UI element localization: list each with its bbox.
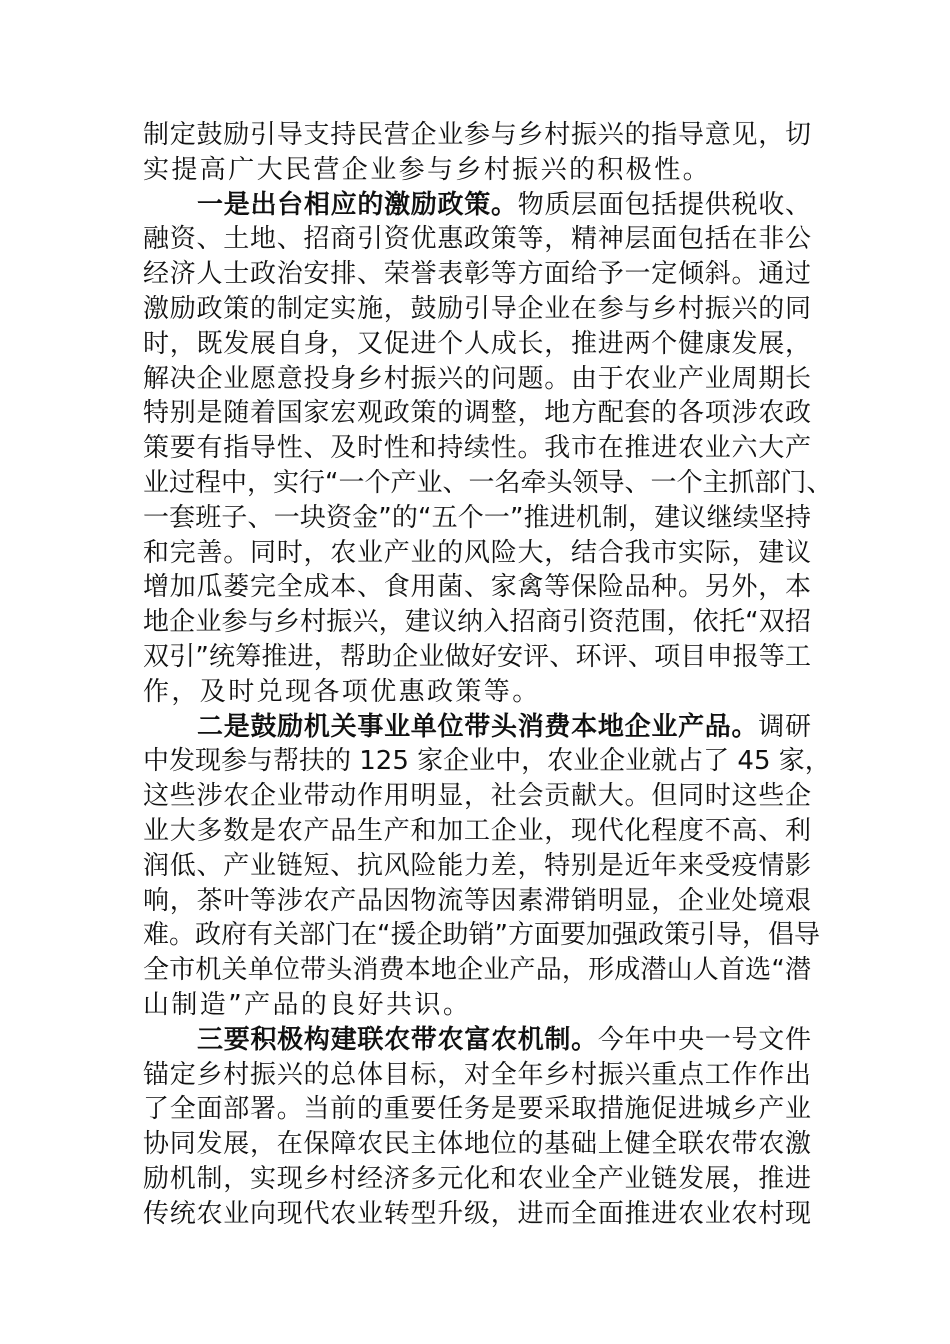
text-line: 业大多数是农产品生产和加工企业，现代化程度不高、利 [143, 815, 811, 846]
text-line [143, 710, 811, 745]
text-line: 全市机关单位带头消费本地企业产品，形成潜山人首选“潜 [143, 955, 811, 986]
text-line: 中发现参与帮扶的 125 家企业中，农业企业就占了 45 家， [143, 746, 831, 777]
text-line: 业过程中，实行“一个产业、一名牵头领导、一个主抓部门、 [143, 467, 833, 498]
text-line: 解决企业愿意投身乡村振兴的问题。由于农业产业周期长 [143, 363, 811, 394]
text-line: 一套班子、一块资金”的“五个一”推进机制，建议继续坚持 [143, 502, 811, 533]
paragraph-intro [143, 118, 811, 188]
text-line: 协同发展，在保障农民主体地位的基础上健全联农带农激 [143, 1129, 811, 1160]
text-line [143, 1023, 811, 1058]
paragraph-heading: 二是鼓励机关事业单位带头消费本地企业产品。 [197, 711, 759, 742]
paragraph-incentive-policy [143, 188, 833, 710]
text-line: 融资、土地、招商引资优惠政策等，精神层面包括在非公 [143, 224, 811, 255]
paragraph-heading: 三要积极构建联农带农富农机制。 [197, 1024, 598, 1055]
text-run: 物质层面包括提供税收、 [517, 189, 811, 220]
text-line: 和完善。同时，农业产业的风险大，结合我市实际，建议 [143, 537, 811, 568]
text-line: 特别是随着国家宏观政策的调整，地方配套的各项涉农政 [143, 398, 811, 429]
text-run: 今年中央一号文件 [597, 1024, 811, 1055]
text-line: 经济人士政治安排、荣誉表彰等方面给予一定倾斜。通过 [143, 259, 811, 290]
paragraph-farmer-linkage [143, 1023, 811, 1232]
text-line: 传统农业向现代农业转型升级，进而全面推进农业农村现 [143, 1198, 811, 1229]
text-line: 这些涉农企业带动作用明显，社会贡献大。但同时这些企 [143, 781, 811, 812]
paragraph-local-consumption [143, 710, 831, 1023]
paragraph-heading: 一是出台相应的激励政策。 [197, 189, 518, 220]
text-line: 激励政策的制定实施，鼓励引导企业在参与乡村振兴的同 [143, 293, 811, 324]
text-line: 锚定乡村振兴的总体目标，对全年乡村振兴重点工作作出 [143, 1059, 811, 1090]
text-line: 双引”统筹推进，帮助企业做好安评、环评、项目申报等工 [143, 641, 811, 672]
text-line: 励机制，实现乡村经济多元化和农业全产业链发展，推进 [143, 1163, 811, 1194]
text-line: 时，既发展自身，又促进个人成长，推进两个健康发展， [143, 328, 811, 359]
text-line: 了全面部署。当前的重要任务是要采取措施促进城乡产业 [143, 1094, 811, 1125]
text-line: 实提高广大民营企业参与乡村振兴的积极性。 [143, 154, 712, 185]
text-line: 增加瓜蒌完全成本、食用菌、家禽等保险品种。另外，本 [143, 572, 811, 603]
text-line: 策要有指导性、及时性和持续性。我市在推进农业六大产 [143, 433, 811, 464]
text-line: 润低、产业链短、抗风险能力差，特别是近年来受疫情影 [143, 850, 811, 881]
text-line: 山制造”产品的良好共识。 [143, 989, 472, 1020]
text-line [143, 188, 811, 223]
document-body [143, 118, 833, 1232]
text-line: 地企业参与乡村振兴，建议纳入招商引资范围，依托“双招 [143, 607, 811, 638]
text-run: 调研 [758, 711, 811, 742]
text-line: 制定鼓励引导支持民营企业参与乡村振兴的指导意见，切 [143, 120, 811, 150]
text-line: 作，及时兑现各项优惠政策等。 [143, 676, 541, 707]
text-line: 响，茶叶等涉农产品因物流等因素滞销明显，企业处境艰 [143, 885, 811, 916]
text-line: 难。政府有关部门在“援企助销”方面要加强政策引导，倡导 [143, 920, 820, 951]
